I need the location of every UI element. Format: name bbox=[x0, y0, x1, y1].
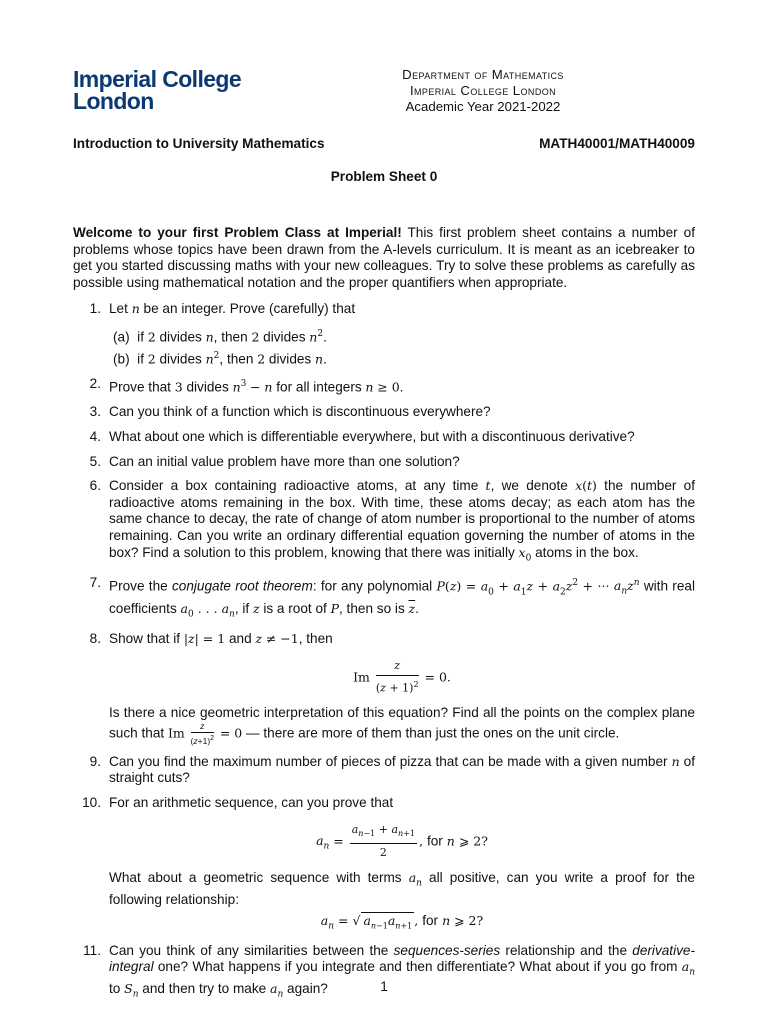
problem-number: 5. bbox=[89, 453, 101, 469]
college-name: Imperial College London bbox=[409, 83, 557, 98]
problem-3 bbox=[73, 404, 695, 421]
imperial-logo bbox=[73, 68, 241, 112]
problem-number: 6. bbox=[89, 478, 101, 494]
intro-bold: Welcome to your first Problem Class at Imperial! bbox=[73, 225, 402, 240]
problem-5 bbox=[73, 454, 695, 471]
course-code: MATH40001/MATH40009 bbox=[539, 136, 695, 151]
problem-number: 9. bbox=[89, 753, 101, 769]
problem-10: 10. For an arithmetic sequence, can you prove that $a_n$ = $\frac{a_{n-1} + a_{n+1}}{2}$ , for n ⩾ 2? What about a geometric sequence with terms $a_n$ all positive, can you write a proof for the following relationship: $a_n$ = √ $a_{n-1}a_{n+1}$ , for n ⩾ 2? bbox=[73, 795, 695, 935]
problem-11: 11. Can you think of any similarities between the sequences-series relationship and the derivative-integral one? What happens if you integrate and then differentiate? What about if you go from $a_n$ to $S_n$ and then try to make $a_n$ again? bbox=[73, 943, 695, 1004]
equation-im: Im $\frac{z}{(z + 1)^2}$ = 0. bbox=[353, 658, 451, 695]
problem-9: 9. Can you find the maximum number of pieces of pizza that can be made with a given number n of straight cuts? bbox=[73, 754, 695, 787]
page-number: 1 bbox=[380, 979, 388, 994]
course-title: Introduction to University Mathematics bbox=[73, 136, 325, 151]
problem-1: 1. Let n be an integer. Prove (carefully) that (a) if 2 divides n, then 2 divides $n^2$. (b) if 2 divides $n^2$, then 2 divides n. bbox=[73, 301, 695, 368]
problem-4-text: What about one which is differentiable everywhere, but with a discontinuous derivative? bbox=[109, 428, 635, 444]
problem-4 bbox=[73, 429, 695, 446]
problem-number: 11. bbox=[83, 942, 101, 958]
problem-1-parts bbox=[113, 326, 695, 368]
course-row bbox=[73, 136, 695, 151]
intro-paragraph bbox=[73, 225, 695, 291]
problem-6: 6. Consider a box containing radioactive atoms, at any time t, we denote x(t) the number of radioactive atoms remaining in the box. With time, these atoms decay; as each atom has the same chance to decay, the rate of change of atom number is proportional to the number of atoms remaining. Can you write an ordinary differential equation governing the number of atoms in the box? Find a solution to this problem, knowing that there was initially $x_0$ atoms in the box. bbox=[73, 478, 695, 567]
problem-number: 8. bbox=[89, 630, 101, 646]
problem-2: 2. Prove that 3 divides $n^3 - n$ for all integers n ≥ 0. bbox=[73, 376, 695, 396]
problem-1b: (b) if 2 divides $n^2$, then 2 divides n. bbox=[113, 351, 327, 367]
problem-number: 1. bbox=[89, 301, 101, 317]
logo-line-1: Imperial College bbox=[73, 66, 242, 92]
problem-5-text: Can an initial value problem have more than one solution? bbox=[109, 453, 460, 469]
problem-7: 7. Prove the conjugate root theorem: for any polynomial $P(z) = a_0 + a_1z + a_2z^2$ + ··· $a_nz^n$ with real coefficients $a_0$ . . . $a_n$, if z is a root of P, then so is $\overline{z}$. bbox=[73, 575, 695, 623]
sheet-title: Problem Sheet 0 bbox=[330, 169, 438, 184]
academic-year: Academic Year 2021-2022 bbox=[405, 99, 561, 114]
department-header bbox=[330, 67, 636, 115]
department-name: Department of Mathematics bbox=[402, 67, 564, 82]
logo-line-2: London bbox=[73, 88, 154, 114]
problem-1a: (a) if 2 divides n, then 2 divides $n^2$. bbox=[113, 328, 327, 345]
conjugate-root-theorem: conjugate root theorem bbox=[171, 578, 313, 594]
problem-8: 8. Show that if |z| = 1 and z ≠ −1, then Im $\frac{z}{(z + 1)^2}$ = 0. Is there a nice geometric interpretation of this equation? Find all the points on the complex plane such that Im $\frac{z}{(z+1)^2}$ = 0 — there are more of them than just the ones on the unit circle. bbox=[73, 631, 695, 746]
problem-3-text: Can you think of a function which is discontinuous everywhere? bbox=[109, 404, 491, 420]
equation-arithmetic: $a_n$ = $\frac{a_{n-1} + a_{n+1}}{2}$ , for n ⩾ 2? bbox=[316, 822, 488, 860]
intro-text: This first problem sheet contains a number of problems whose topics have been drawn from the A-levels curriculum. It is meant as an icebreaker to get you started discussing maths with your new colleagues. Try to solve these problems as carefully as possible using mathematical notation and the proper quantifiers when appropriate. bbox=[73, 225, 695, 290]
problem-number: 4. bbox=[89, 428, 101, 444]
problem-number: 10. bbox=[82, 795, 101, 811]
equation-geometric: $a_n$ = √ $a_{n-1}a_{n+1}$ , for n ⩾ 2? bbox=[320, 912, 484, 932]
problem-list bbox=[73, 301, 695, 1003]
problem-number: 7. bbox=[89, 574, 101, 590]
problem-number: 3. bbox=[89, 404, 101, 420]
problem-number: 2. bbox=[89, 376, 101, 392]
document-body bbox=[73, 225, 695, 1012]
